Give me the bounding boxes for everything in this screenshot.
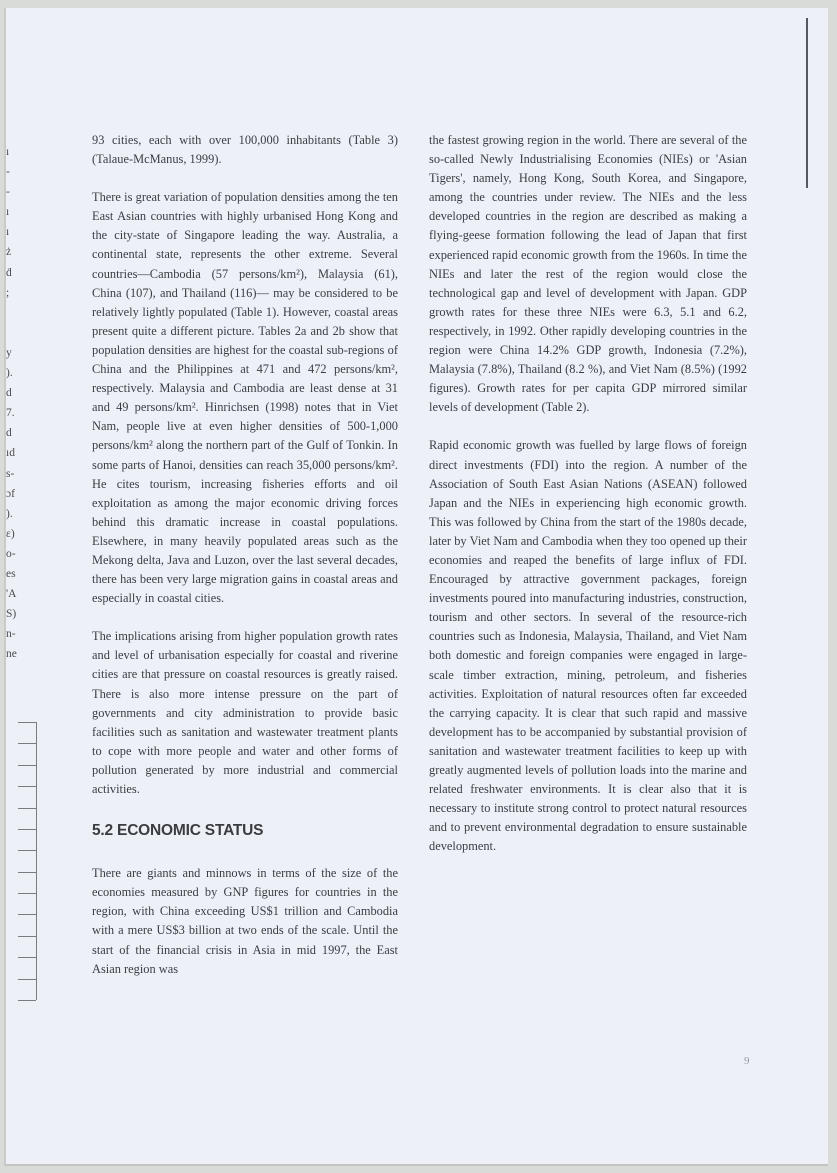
bleed-fragment: - (6, 186, 10, 199)
section-heading-economic-status: 5.2 ECONOMIC STATUS (92, 822, 264, 840)
paragraph-cities: 93 cities, each with over 100,000 inhabitants (Table 3)(Talaue-McManus, 1999). (92, 133, 398, 167)
bleed-fragment: ḋ (6, 266, 12, 279)
bleed-fragment: ne (6, 648, 17, 661)
paragraph-fastest-growing-region: the fastest growing region in the world. There are several of the so-called Newly Industrialising Economies (NIEs) or 'Asian Tigers', namely, Hong Kong, South Korea, and Singapore, among the countries under review. The NIEs and the less developed countries in the region are described as making a flying-geese formation following the lead of Japan that first experienced rapid economic growth from the 1960s. In time the NIEs and later the rest of the region would close the technological gap and level of development with Japan. GDP growth rates for these three NIEs were 6.3, 5.1 and 6.2, respectively, in 1992. Other rapidly developing countries in the region were China 14.2% GDP growth, Indonesia (7.2%), Malaysia (7.8%), Thailand (8.2 %), and Viet Nam (8.5%) (1992 figures). Growth rates for per capita GDP mirrored similar levels of development (Table 2). (429, 133, 747, 415)
bleed-fragment: ı (6, 226, 10, 239)
ruler-tick (18, 786, 36, 787)
bleed-fragment: ɔf (6, 487, 15, 500)
bleed-fragment: ɛ) (6, 527, 15, 540)
ruler-tick (18, 979, 36, 980)
paragraph-urbanisation-implications: The implications arising from higher population growth rates and level of urbanisation especially for coastal and riverine cities are that pressure on coastal resources is greatly raised. There is also more intense pressure on the part of governments and city administration to provide basic facilities such as sanitation and wastewater treatment plants to cope with more people and water and other forms of pollution generated by more industrial and commercial activities. (92, 629, 398, 796)
ruler-tick (18, 765, 36, 766)
bleed-fragment: s- (6, 467, 15, 480)
paragraph-fdi-growth: Rapid economic growth was fuelled by large flows of foreign direct investments (FDI) into the region. A number of the Association of South East Asian Nations (ASEAN) followed Japan and the NIEs in experiencing high economic growth. This was followed by China from the start of the 1980s decade, later by Viet Nam and Cambodia when they too opened up their economies and reaped the benefits of large influx of FDI. Encouraged by attractive government packages, foreign investments poured into manufacturing industries, construction, tourism and other sectors. In several of the resource-rich countries such as Indonesia, Malaysia, Thailand, and Viet Nam both domestic and foreign companies were engaged in large-scale timber extraction, mining, petroleum, and fisheries activities. Exploitation of natural resources often far exceeded the carrying capacity. It is clear that such rapid and massive development has to be accompanied by substantial provision of sanitation and wastewater treatment facilities to keep up with greatly augmented levels of pollution loads into the marine and related freshwater environments. It is clear also that it is necessary to institute strong control to protect natural resources and to prevent environmental degradation to ensure sustainable development. (429, 438, 747, 854)
bleed-fragment: y (6, 346, 12, 359)
margin-ruler-marks (14, 722, 37, 1000)
bleed-fragment (0, 323, 40, 343)
ruler-tick (18, 893, 36, 894)
ruler-tick (18, 722, 36, 723)
bleed-fragment: n- (6, 628, 16, 641)
ruler-tick (18, 850, 36, 851)
bleed-fragment: ıd (6, 447, 15, 460)
bleed-fragment: es (6, 567, 16, 580)
ruler-tick (18, 808, 36, 809)
bleed-fragment: ; (6, 286, 10, 299)
ruler-tick (18, 743, 36, 744)
ruler-tick (18, 936, 36, 937)
bleed-fragment: ). (6, 507, 13, 520)
bleed-fragment: - (6, 166, 10, 179)
bleed-fragment: 7. (6, 407, 15, 420)
bleed-fragment (0, 303, 40, 323)
bleed-fragment: 'A (6, 588, 17, 601)
paragraph-population-density: There is great variation of population densities among the ten East Asian countries with highly urbanised Hong Kong and the city-state of Singapore leading the way. Australia, a continental state, represents the other extreme. Several countries—Cambodia (57 persons/km²), Malaysia (61), China (107), and Thailand (116)— may be considered to be relatively lightly populated (Table 1). However, coastal areas present quite a different picture. Tables 2a and 2b show that population densities are highest for the coastal sub-regions of China and the Philippines at 471 and 472 persons/km², respectively. Malaysia and Cambodia are least dense at 31 and 49 persons/km². Hinrichsen (1998) notes that in Viet Nam, people live at even higher densities of 500-1,000 persons/km² along the northern part of the Gulf of Tonkin. In some parts of Hanoi, densities can reach 35,000 persons/km². He cites tourism, increasing fisheries efforts and oil exploitation as among the major economic driving forces behind this dramatic increase in coastal populations. Elsewhere, in many heavily populated areas such as the Mekong delta, Java and Luzon, over the last several decades, there has been very large migration gains in coastal areas and especially in coastal cities. (92, 190, 398, 606)
bleed-fragment: ż (6, 246, 12, 259)
bleed-fragment: d (6, 427, 12, 440)
ruler-tick (18, 957, 36, 958)
ruler-tick (18, 914, 36, 915)
previous-page-bleed-through (0, 142, 40, 664)
bleed-fragment: o- (6, 547, 16, 560)
bleed-fragment: ı (6, 146, 10, 158)
right-text-column (429, 131, 747, 875)
right-margin-rule (806, 18, 808, 188)
left-text-column (92, 131, 398, 998)
paragraph-economies-size: There are giants and minnows in terms of the size of the economies measured by GNP figures for countries in the region, with China exceeding US$1 trillion and Cambodia with a mere US$3 billion at two ends of the scale. Until the start of the financial crisis in Asia in mid 1997, the East Asian region was (92, 866, 398, 976)
ruler-tick (18, 1000, 36, 1001)
bleed-fragment: ). (6, 367, 13, 380)
ruler-tick (18, 829, 36, 830)
ruler-tick (18, 872, 36, 873)
bleed-fragment: d (6, 387, 12, 400)
page-number: 9 (744, 1055, 750, 1067)
bleed-fragment: ı (6, 206, 10, 219)
bleed-fragment: S) (6, 608, 17, 621)
